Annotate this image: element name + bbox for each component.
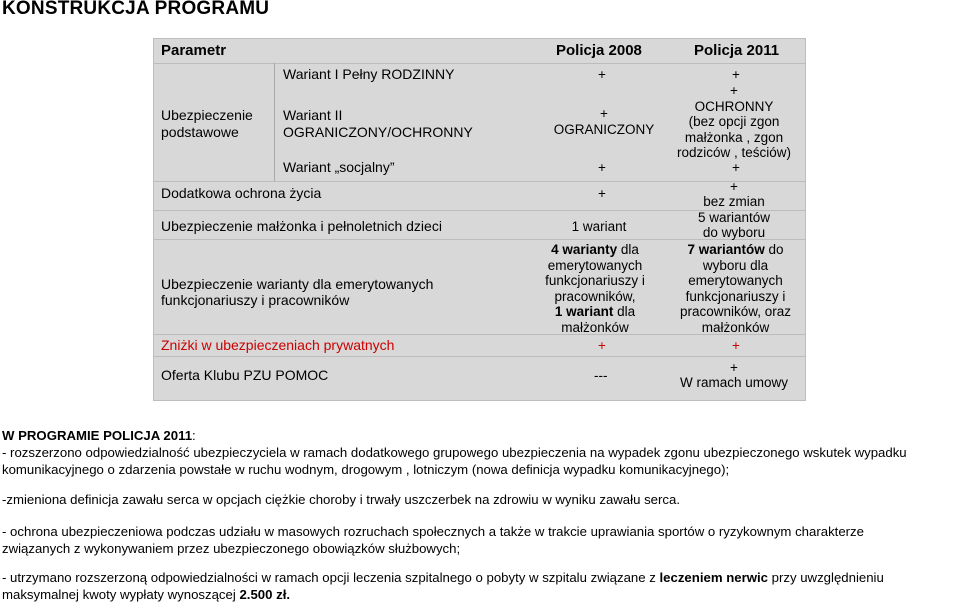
row-divider	[154, 356, 805, 357]
extra-life-2008: +	[598, 186, 606, 201]
variant-1-2008: +	[598, 67, 606, 82]
variant-2-2011: + OCHRONNY (bez opcji zgon małżonka , zgon rodziców , teściów)	[676, 83, 792, 161]
club-2011: + W ramach umowy	[679, 360, 789, 390]
page-title: KONSTRUKCJA PROGRAMU	[2, 0, 270, 19]
basic-insurance-label: Ubezpieczenie podstawowe	[161, 107, 253, 140]
spouse-children-2008: 1 wariant	[571, 219, 627, 234]
variant-social-2011: +	[732, 160, 740, 175]
header-parametr: Parametr	[161, 42, 227, 59]
spouse-children-2011: 5 wariantów do wyboru	[697, 210, 771, 240]
variant-social-label: Wariant „socjalny”	[283, 159, 395, 175]
row-divider	[154, 63, 805, 64]
retirees-2011: 7 wariantów do wyboru dla emerytowanych funkcjonariuszy i pracowników, oraz małżonków	[679, 242, 792, 335]
column-divider	[274, 63, 275, 181]
discounts-2008: +	[598, 338, 606, 353]
retirees-label: Ubezpieczenie warianty dla emerytowanych funkcjonariuszy i pracowników	[161, 276, 434, 308]
spouse-children-label: Ubezpieczenie małżonka i pełnoletnich dzieci	[161, 218, 442, 234]
header-policja-2011: Policja 2011	[694, 42, 780, 59]
variant-social-2008: +	[598, 160, 606, 175]
discounts-2011: +	[732, 338, 740, 353]
discounts-label: Zniżki w ubezpieczeniach prywatnych	[161, 337, 395, 353]
club-label: Oferta Klubu PZU POMOC	[161, 367, 329, 383]
program-table	[153, 38, 806, 401]
note-3: - ochrona ubezpieczeniowa podczas udziału w masowych rozruchach społecznych a także w trakcie uprawiania sportów o ryzykownym charakterze związanych z wykonywaniem przez ubezpieczonego obowiązków służbowych;	[2, 524, 864, 556]
notes-heading: W PROGRAMIE POLICJA 2011:	[2, 428, 196, 443]
variant-1-2011: +	[732, 67, 740, 82]
variant-2-2008: + OGRANICZONY	[553, 106, 655, 137]
club-2008: ---	[594, 368, 608, 383]
header-policja-2008: Policja 2008	[556, 42, 642, 59]
note-1: - rozszerzono odpowiedzialność ubezpieczyciela w ramach dodatkowego grupowego ubezpieczenia na wypadek zgonu ubezpieczonego wskutek wypadku komunikacyjnego o zdarzenia powstałe w ruchu wodnym, drogowym , lotniczym (nowa definicja wypadku komunikacyjnego);	[2, 445, 907, 477]
extra-life-label: Dodatkowa ochrona życia	[161, 185, 322, 201]
extra-life-2011: + bez zmian	[703, 179, 765, 209]
note-4: - utrzymano rozszerzoną odpowiedzialności w ramach opcji leczenia szpitalnego o pobyty w szpitalu związane z leczeniem nerwic przy uwzględnieniu maksymalnej kwoty wypłaty wynoszącej 2.500 zł.	[2, 570, 884, 602]
note-2: -zmieniona definicja zawału serca w opcjach ciężkie choroby i trwały uszczerbek na zdrowiu w wyniku zawału serca.	[2, 492, 680, 507]
variant-1-label: Wariant I Pełny RODZINNY	[283, 66, 455, 82]
retirees-2008: 4 warianty dla emerytowanych funkcjonariuszy i pracowników, 1 wariant dla małżonków	[545, 242, 645, 335]
variant-2-label: Wariant II OGRANICZONY/OCHRONNY	[283, 107, 473, 140]
